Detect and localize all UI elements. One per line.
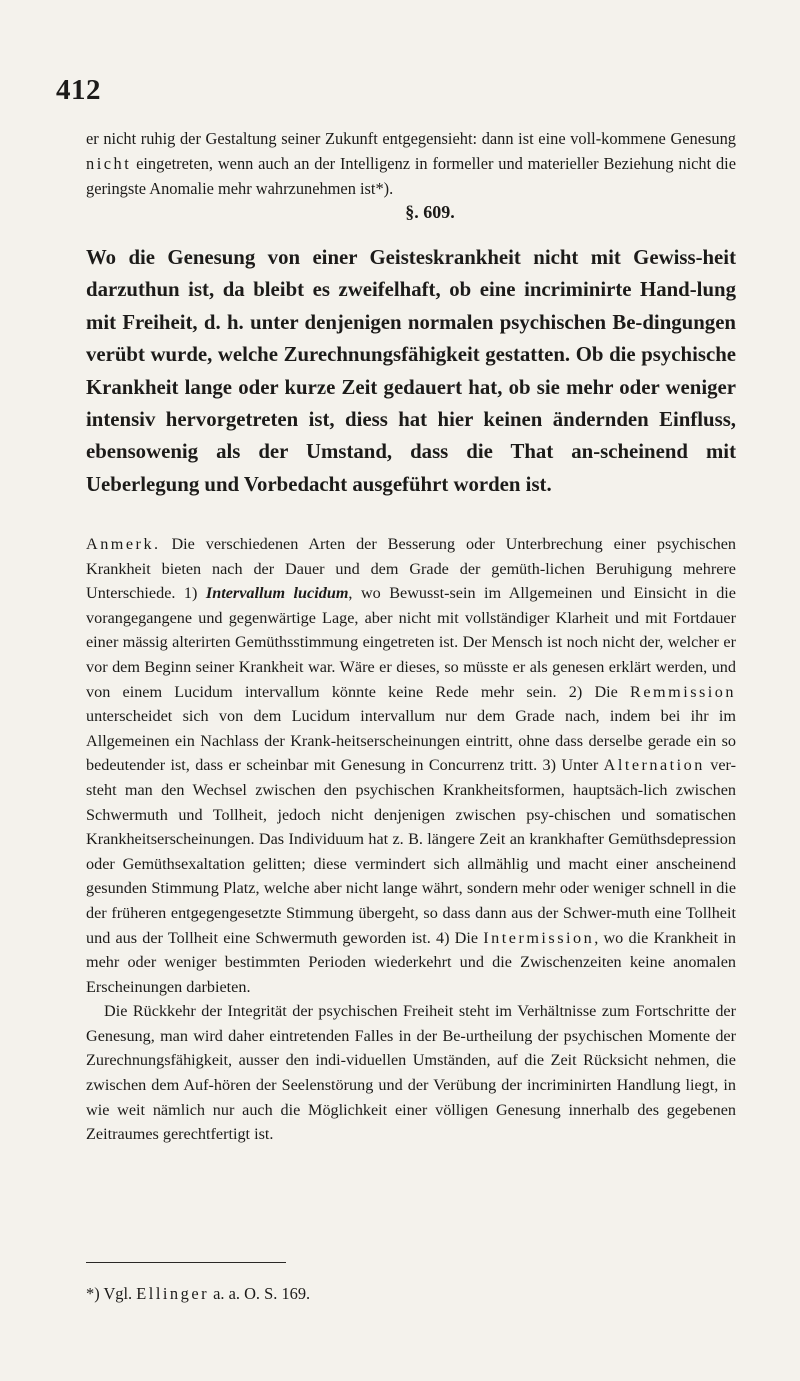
footnote-divider	[86, 1262, 286, 1263]
annotation-text-2: , wo Bewusst-sein im Allgemeinen und Einsicht in die vorangegangene und gegenwärtige Lage, aber nicht mit vollständiger Klarheit und mit Fortdauer einer mässig alterirten Gemüthsstimmung eingetreten ist. Der Mensch ist noch nicht der, welcher er vor dem Beginn seiner Krankheit war. Wäre er dieses, so müsste er als genesen erklärt werden, und von einem Lucidum intervallum könnte keine Rede mehr sein. 2) Die	[86, 584, 736, 701]
intro-emphasis: nicht	[86, 154, 132, 173]
footnote-author: Ellinger	[136, 1284, 210, 1303]
term-intervallum-lucidum: Intervallum lucidum	[205, 584, 349, 603]
main-paragraph: Wo die Genesung von einer Geisteskrankheit nicht mit Gewiss-heit darzuthun ist, da bleibt es zweifelhaft, ob eine incriminirte Hand-lung mit Freiheit, d. h. unter denjenigen normalen psychischen Be-dingungen verübt wurde, welche Zurechnungsfähigkeit gestatten. Ob die psychische Krankheit lange oder kurze Zeit gedauert hat, ob sie mehr oder weniger intensiv hervorgetreten ist, diess hat hier keinen ändernden Einfluss, ebensowenig als der Umstand, dass die That an-scheinend mit Ueberlegung und Vorbedacht ausgeführt worden ist.	[86, 246, 736, 496]
footnote	[86, 1284, 310, 1304]
term-remmission: Remmission	[630, 682, 736, 701]
intro-rest: eingetreten, wenn auch an der Intelligenz in formeller und materieller Beziehung nicht die geringste Anomalie mehr wahrzunehmen ist*).	[86, 154, 736, 198]
annotation-text-1: Die verschiedenen Arten der Besserung oder Unterbrechung einer psychischen Krankheit bieten nach der Dauer und dem Grade der gemüth-lichen Beruhigung mehrere Unterschiede. 1)	[86, 535, 736, 603]
annotation-paragraph-2: Die Rückkehr der Integrität der psychischen Freiheit steht im Verhältnisse zum Fortschritte der Genesung, man wird daher eintretenden Falles in der Be-urtheilung der psychischen Momente der Zurechnungsfähigkeit, ausser den indi-viduellen Umständen, auf die Zeit Rücksicht nehmen, die zwischen dem Auf-hören der Seelenstörung und der Verübung der incriminirten Handlung liegt, in wie weit nämlich nur auch die Möglichkeit einer völligen Genesung innerhalb des gegebenen Zeitraumes gerechtfertigt ist.	[86, 1002, 736, 1144]
annotation-block	[86, 532, 736, 1147]
annotation-text-5: , wo die Krankheit in mehr oder weniger bestimmten Perioden wiederkehrt und die Zwischenzeiten keine anomalen Erscheinungen darbieten.	[86, 928, 736, 996]
footnote-prefix: *) Vgl.	[86, 1284, 137, 1303]
footnote-suffix: a. a. O. S. 169.	[209, 1284, 311, 1303]
annotation-text-4: ver-steht man den Wechsel zwischen den psychischen Krankheitsformen, hauptsäch-lich zwischen Schwermuth und Tollheit, jedoch nicht denjenigen zwischen psy-chischen und somatischen Krankheitserscheinungen. Das Individuum hat z. B. längere Zeit an krankhafter Gemüthsdepression oder Gemüthsexaltation gelitten; diese vermindert sich allmählig und macht einer anscheinend gesunden Stimmung Platz, welche aber nicht lange währt, sondern mehr oder weniger schnell in die der früheren entgegengesetzte Stimmung übergeht, so dass dann aus der Schwer-muth eine Tollheit und aus der Tollheit eine Schwermuth geworden ist. 4) Die	[86, 756, 736, 947]
annotation-paragraph-1	[86, 532, 736, 999]
term-intermission: Intermission	[483, 928, 595, 947]
section-heading: §. 609.	[405, 202, 455, 222]
annotation-label: Anmerk.	[86, 535, 161, 553]
page-number: 412	[56, 74, 101, 106]
term-alternation: Alternation	[603, 756, 705, 775]
intro-paragraph	[86, 126, 736, 201]
annotation-text-3: unterscheidet sich von dem Lucidum intervallum nur dem Grade nach, indem bei ihr im Allgemeinen ein Nachlass der Krank-heitserscheinungen eintritt, ohne dass derselbe gerade ein so bedeutender ist, dass er scheinbar mit Genesung in Concurrenz tritt. 3) Unter	[86, 707, 736, 775]
intro-text: er nicht ruhig der Gestaltung seiner Zukunft entgegensieht: dann ist eine voll-kommene Genesung	[86, 129, 736, 148]
